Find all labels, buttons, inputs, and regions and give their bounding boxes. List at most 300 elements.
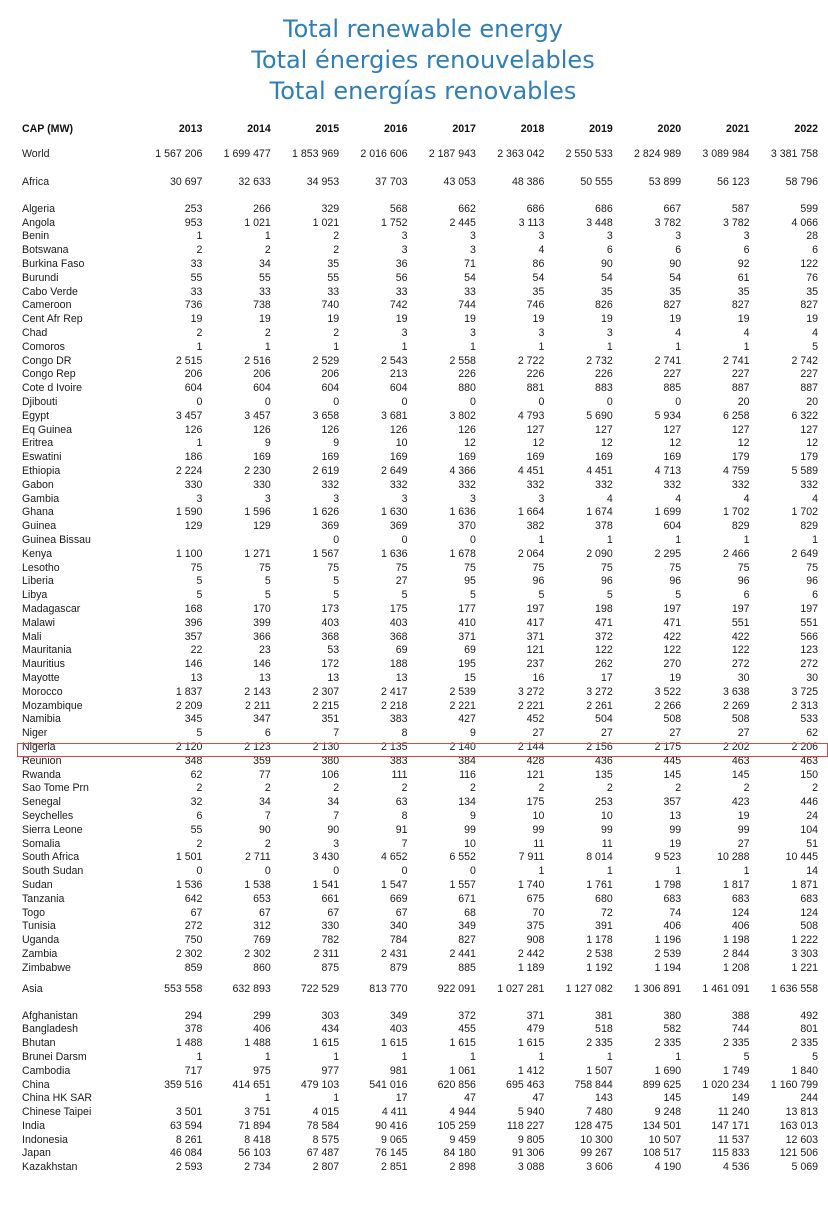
row-label: India — [22, 1119, 45, 1132]
value-cell: 19 — [464, 313, 476, 326]
value-cell: 46 084 — [169, 1147, 203, 1160]
value-cell: 378 — [184, 1023, 203, 1036]
value-cell: 126 — [321, 423, 340, 436]
value-cell: 8 014 — [586, 851, 613, 864]
value-cell: 359 — [253, 754, 271, 767]
value-cell: 1 630 — [381, 506, 408, 519]
table-row — [22, 519, 818, 533]
value-cell: 2 — [196, 327, 203, 340]
row-label: Mali — [22, 630, 42, 643]
value-cell: 508 — [663, 713, 682, 726]
value-cell: 6 — [812, 244, 818, 257]
value-cell: 8 261 — [175, 1133, 203, 1146]
value-cell: 143 — [595, 1092, 613, 1105]
value-cell: 2 218 — [381, 699, 408, 712]
value-cell: 30 — [737, 671, 750, 684]
value-cell: 801 — [800, 1023, 818, 1036]
value-cell: 34 953 — [306, 176, 340, 188]
value-cell: 2 215 — [312, 699, 340, 712]
value-cell: 399 — [253, 616, 271, 629]
table-row — [22, 1160, 818, 1174]
row-label: Cambodia — [22, 1064, 71, 1077]
value-cell: 0 — [196, 865, 203, 878]
value-cell: 168 — [184, 603, 203, 615]
value-cell: 2 335 — [654, 1037, 682, 1050]
value-cell: 2 431 — [381, 947, 408, 960]
value-cell: 782 — [321, 934, 340, 947]
value-cell: 56 — [395, 271, 408, 284]
value-cell: 887 — [800, 382, 818, 395]
value-cell: 403 — [321, 616, 340, 629]
row-label: Gambia — [22, 492, 60, 505]
value-cell: 34 — [258, 258, 271, 271]
value-cell: 55 — [190, 271, 203, 284]
value-cell: 145 — [663, 768, 682, 781]
value-cell: 4 793 — [517, 409, 545, 422]
value-cell: 170 — [253, 603, 271, 615]
value-cell: 19 — [395, 313, 408, 326]
value-cell: 566 — [800, 630, 818, 643]
table-body — [22, 140, 818, 1174]
row-label: Japan — [22, 1147, 51, 1160]
value-cell: 2 363 042 — [497, 148, 545, 160]
value-cell: 10 507 — [648, 1133, 682, 1146]
value-cell: 508 — [800, 920, 818, 933]
value-cell: 784 — [389, 934, 408, 947]
value-cell: 3 272 — [586, 685, 613, 698]
value-cell: 348 — [184, 754, 203, 767]
value-cell: 2 742 — [791, 354, 818, 367]
value-cell: 96 — [737, 575, 750, 588]
value-cell: 2 — [675, 782, 682, 795]
value-cell: 2 734 — [244, 1161, 271, 1174]
value-cell: 366 — [253, 630, 271, 643]
table-row — [22, 906, 818, 920]
value-cell: 975 — [253, 1064, 271, 1077]
row-label: Algeria — [22, 202, 55, 215]
value-cell: 197 — [731, 603, 750, 615]
value-cell: 9 — [264, 437, 271, 450]
value-cell: 5 — [401, 589, 408, 602]
table-row — [22, 202, 818, 216]
table-row — [22, 644, 818, 658]
value-cell: 135 — [595, 768, 613, 781]
value-cell: 653 — [253, 892, 271, 905]
value-cell: 2 123 — [244, 740, 271, 753]
value-cell: 0 — [675, 396, 682, 409]
value-cell: 446 — [800, 796, 818, 809]
value-cell: 5 — [196, 589, 203, 602]
value-cell: 332 — [458, 478, 476, 491]
row-label: Mayotte — [22, 671, 60, 684]
value-cell: 7 — [333, 809, 340, 822]
table-row — [22, 685, 818, 699]
value-cell: 2 140 — [449, 740, 476, 753]
table-row — [22, 726, 818, 740]
value-cell: 604 — [389, 382, 408, 395]
value-cell: 604 — [184, 382, 203, 395]
value-cell: 445 — [663, 754, 682, 767]
value-cell: 2 064 — [517, 547, 545, 560]
value-cell: 2 261 — [586, 699, 613, 712]
value-cell: 127 — [800, 423, 818, 436]
value-cell: 1 615 — [381, 1037, 408, 1050]
value-cell: 126 — [184, 423, 203, 436]
value-cell: 10 — [464, 837, 476, 850]
value-cell: 1 — [196, 340, 203, 353]
value-cell: 1 538 — [244, 878, 271, 891]
value-cell: 2 335 — [723, 1037, 750, 1050]
value-cell: 8 — [401, 809, 408, 822]
value-cell: 47 — [532, 1092, 545, 1105]
row-label: Chinese Taipei — [22, 1106, 92, 1119]
value-cell: 90 416 — [375, 1119, 408, 1132]
value-cell: 4 944 — [449, 1106, 476, 1119]
value-cell: 54 — [464, 271, 476, 284]
value-cell: 829 — [731, 520, 750, 533]
value-cell: 349 — [389, 1009, 408, 1022]
value-cell: 1 027 281 — [497, 982, 545, 995]
value-cell: 3 303 — [791, 947, 818, 960]
value-cell: 384 — [458, 754, 476, 767]
value-cell: 1 189 — [517, 961, 545, 974]
value-cell: 2 — [606, 782, 613, 795]
value-cell: 1 853 969 — [292, 148, 340, 160]
value-cell: 4 — [743, 492, 750, 505]
row-label: Liberia — [22, 575, 54, 588]
value-cell: 20 — [806, 396, 818, 409]
value-cell: 9 248 — [654, 1106, 682, 1119]
row-label: Somalia — [22, 837, 61, 850]
value-cell: 1 488 — [175, 1037, 203, 1050]
table-row — [22, 423, 818, 437]
value-cell: 2 — [470, 782, 476, 795]
value-cell: 383 — [389, 754, 408, 767]
value-cell: 0 — [470, 865, 476, 878]
value-cell: 5 — [675, 589, 682, 602]
value-cell: 452 — [526, 713, 545, 726]
value-cell: 3 606 — [586, 1161, 613, 1174]
value-cell: 2 844 — [723, 947, 750, 960]
value-cell: 746 — [526, 299, 545, 312]
value-cell: 3 802 — [449, 409, 476, 422]
value-cell: 2 — [538, 782, 545, 795]
value-cell: 121 — [526, 768, 545, 781]
value-cell: 4 536 — [723, 1161, 750, 1174]
value-cell: 27 — [395, 575, 408, 588]
value-cell: 463 — [800, 754, 818, 767]
value-cell: 380 — [321, 754, 340, 767]
value-cell: 4 451 — [586, 465, 613, 478]
row-label: Morocco — [22, 685, 63, 698]
value-cell: 3 — [538, 492, 545, 505]
value-cell: 0 — [538, 396, 545, 409]
value-cell: 126 — [458, 423, 476, 436]
row-label: Reunion — [22, 754, 62, 767]
value-cell: 2 649 — [381, 465, 408, 478]
value-cell: 599 — [800, 202, 818, 215]
value-cell: 4 — [538, 244, 545, 257]
value-cell: 1 160 799 — [770, 1078, 818, 1091]
row-label: Ghana — [22, 506, 54, 519]
value-cell: 1 461 091 — [702, 982, 750, 995]
value-cell: 414 651 — [232, 1078, 271, 1091]
value-cell: 53 899 — [648, 176, 682, 188]
page-titles — [0, 14, 828, 107]
value-cell: 5 — [470, 589, 476, 602]
value-cell: 1 — [538, 534, 545, 547]
value-cell: 1 — [606, 340, 613, 353]
value-cell: 5 — [264, 589, 271, 602]
value-cell: 369 — [389, 520, 408, 533]
row-label: Malawi — [22, 616, 55, 629]
value-cell: 2 221 — [449, 699, 476, 712]
value-cell: 12 603 — [785, 1133, 818, 1146]
value-cell: 5 — [538, 589, 545, 602]
value-cell: 11 — [601, 837, 613, 850]
row-label: Afghanistan — [22, 1009, 78, 1022]
value-cell: 17 — [600, 671, 613, 684]
header-year: 2019 — [589, 123, 613, 135]
value-cell: 1 222 — [791, 934, 818, 947]
table-row — [22, 947, 818, 961]
value-cell: 0 — [196, 396, 203, 409]
value-cell: 406 — [663, 920, 682, 933]
value-cell: 213 — [389, 368, 408, 381]
table-row — [22, 602, 818, 616]
value-cell: 48 386 — [511, 176, 545, 188]
table-row — [22, 230, 818, 244]
value-cell: 303 — [321, 1009, 340, 1022]
value-cell: 1 702 — [723, 506, 750, 519]
value-cell: 669 — [389, 892, 408, 905]
value-cell: 169 — [321, 451, 340, 464]
value-cell: 471 — [595, 616, 613, 629]
header-year: 2018 — [520, 123, 545, 135]
value-cell: 2 — [196, 837, 203, 850]
value-cell: 2 144 — [517, 740, 545, 753]
value-cell: 332 — [595, 478, 613, 491]
value-cell: 6 — [264, 727, 271, 740]
row-label: Chad — [22, 327, 48, 340]
value-cell: 2 539 — [449, 685, 476, 698]
value-cell: 1 — [606, 1050, 613, 1063]
row-label: Cent Afr Rep — [22, 313, 83, 326]
value-cell: 99 — [464, 823, 476, 836]
value-cell: 106 — [321, 768, 340, 781]
value-cell: 5 — [812, 1050, 818, 1063]
row-label: Burundi — [22, 271, 59, 284]
value-cell: 1 798 — [654, 878, 682, 891]
value-cell: 332 — [800, 478, 818, 491]
value-cell: 3 — [606, 230, 613, 243]
table-row — [22, 312, 818, 326]
value-cell: 1 596 — [244, 506, 271, 519]
value-cell: 146 — [253, 658, 271, 671]
row-label: Eritrea — [22, 437, 54, 450]
value-cell: 1 488 — [244, 1037, 271, 1050]
value-cell: 104 — [800, 823, 818, 836]
value-cell: 69 — [395, 644, 408, 657]
table-row — [22, 478, 818, 492]
value-cell: 147 171 — [711, 1119, 750, 1132]
row-label: Djibouti — [22, 396, 58, 409]
value-cell: 11 — [533, 837, 545, 850]
value-cell: 642 — [184, 892, 203, 905]
row-label: Angola — [22, 216, 55, 229]
table-row — [22, 588, 818, 602]
value-cell: 332 — [663, 478, 682, 491]
value-cell: 1 021 — [312, 216, 340, 229]
value-cell: 2 515 — [175, 354, 203, 367]
value-cell: 67 — [395, 906, 408, 919]
value-cell: 683 — [663, 892, 682, 905]
value-cell: 879 — [389, 961, 408, 974]
value-cell: 7 — [264, 809, 271, 822]
value-cell: 7 911 — [518, 851, 545, 864]
header-year: 2013 — [178, 123, 203, 135]
value-cell: 197 — [800, 603, 818, 615]
value-cell: 22 — [190, 644, 203, 657]
value-cell: 686 — [595, 202, 613, 215]
value-cell: 75 — [806, 561, 818, 574]
value-cell: 2 711 — [245, 851, 271, 864]
value-cell: 126 — [389, 423, 408, 436]
value-cell: 2 417 — [381, 685, 408, 698]
value-cell: 12 — [806, 437, 818, 450]
value-cell: 744 — [458, 299, 476, 312]
table-row — [22, 271, 818, 285]
value-cell: 123 — [800, 644, 818, 657]
value-cell: 463 — [731, 754, 750, 767]
value-cell: 3 — [538, 327, 545, 340]
value-cell: 20 — [737, 396, 750, 409]
row-label: Lesotho — [22, 561, 60, 574]
value-cell: 372 — [595, 630, 613, 643]
value-cell: 0 — [401, 534, 408, 547]
value-cell: 77 — [258, 768, 271, 781]
value-cell: 13 — [669, 809, 682, 822]
value-cell: 33 — [190, 258, 203, 271]
value-cell: 860 — [253, 961, 271, 974]
value-cell: 36 — [395, 258, 408, 271]
value-cell: 2 550 533 — [565, 148, 613, 160]
value-cell: 63 594 — [169, 1119, 203, 1132]
value-cell: 35 — [737, 285, 750, 298]
value-cell: 37 703 — [375, 176, 408, 188]
value-cell: 359 516 — [164, 1078, 203, 1091]
value-cell: 1 615 — [449, 1037, 476, 1050]
value-cell — [134, 533, 202, 547]
value-cell: 410 — [458, 616, 476, 629]
value-cell: 9 805 — [517, 1133, 545, 1146]
value-cell: 15 — [464, 671, 476, 684]
value-cell: 885 — [663, 382, 682, 395]
table-row — [22, 575, 818, 589]
value-cell: 2 — [196, 244, 203, 257]
value-cell: 551 — [731, 616, 750, 629]
value-cell: 3 501 — [175, 1106, 203, 1119]
row-label: Niger — [22, 727, 48, 740]
value-cell: 1 271 — [244, 547, 271, 560]
value-cell: 357 — [184, 630, 203, 643]
value-cell: 582 — [663, 1023, 682, 1036]
value-cell: 508 — [731, 713, 750, 726]
value-cell: 121 — [526, 644, 545, 657]
value-cell: 35 — [532, 285, 545, 298]
value-cell: 35 — [327, 258, 340, 271]
value-cell: 1 — [401, 340, 408, 353]
value-cell: 121 506 — [779, 1147, 818, 1160]
value-cell: 3 089 984 — [702, 148, 750, 160]
row-label: South Sudan — [22, 865, 84, 878]
value-cell: 1 208 — [723, 961, 750, 974]
value-cell: 35 — [669, 285, 682, 298]
value-cell: 1 541 — [312, 878, 340, 891]
value-cell: 2 175 — [654, 740, 682, 753]
value-cell: 2 — [264, 837, 271, 850]
value-cell: 19 — [600, 313, 613, 326]
value-cell: 2 335 — [791, 1037, 818, 1050]
value-cell: 4 — [675, 492, 682, 505]
value-cell: 226 — [458, 368, 476, 381]
value-cell: 1 547 — [381, 878, 408, 891]
value-cell: 8 418 — [244, 1133, 271, 1146]
value-cell: 813 770 — [369, 982, 408, 995]
value-cell: 380 — [663, 1009, 682, 1022]
value-cell: 299 — [253, 1009, 271, 1022]
value-cell: 55 — [190, 823, 203, 836]
value-cell: 122 — [800, 258, 818, 271]
value-cell: 9 — [470, 727, 476, 740]
value-cell: 8 575 — [312, 1133, 340, 1146]
value-cell: 10 — [600, 809, 613, 822]
value-cell: 1 740 — [517, 878, 545, 891]
value-cell: 827 — [800, 299, 818, 312]
value-cell: 90 — [327, 823, 340, 836]
value-cell: 899 625 — [642, 1078, 682, 1091]
value-cell: 75 — [327, 561, 340, 574]
value-cell: 253 — [595, 796, 613, 809]
value-cell: 695 463 — [506, 1078, 545, 1091]
value-cell: 3 751 — [244, 1106, 271, 1119]
table-row — [22, 1022, 818, 1036]
value-cell: 5 — [333, 589, 340, 602]
table-row — [22, 1078, 818, 1092]
row-label: Indonesia — [22, 1133, 68, 1146]
value-cell: 683 — [731, 892, 750, 905]
value-cell: 92 — [737, 258, 750, 271]
value-cell: 16 — [532, 671, 545, 684]
row-label: Cameroon — [22, 299, 72, 312]
value-cell: 2 269 — [723, 699, 750, 712]
value-cell: 70 — [532, 906, 545, 919]
value-cell: 2 307 — [312, 685, 340, 698]
value-cell: 388 — [731, 1009, 750, 1022]
title-spanish: Total energías renovables — [269, 77, 577, 105]
value-cell: 13 — [395, 671, 408, 684]
value-cell: 662 — [458, 202, 476, 215]
value-cell: 0 — [470, 396, 476, 409]
table-row — [22, 409, 818, 423]
value-cell: 661 — [321, 892, 340, 905]
value-cell: 381 — [595, 1009, 613, 1022]
value-cell: 1 — [743, 340, 750, 353]
header-year: 2014 — [247, 123, 271, 135]
value-cell: 0 — [333, 534, 340, 547]
value-cell: 12 — [600, 437, 613, 450]
value-cell: 2 211 — [245, 699, 271, 712]
